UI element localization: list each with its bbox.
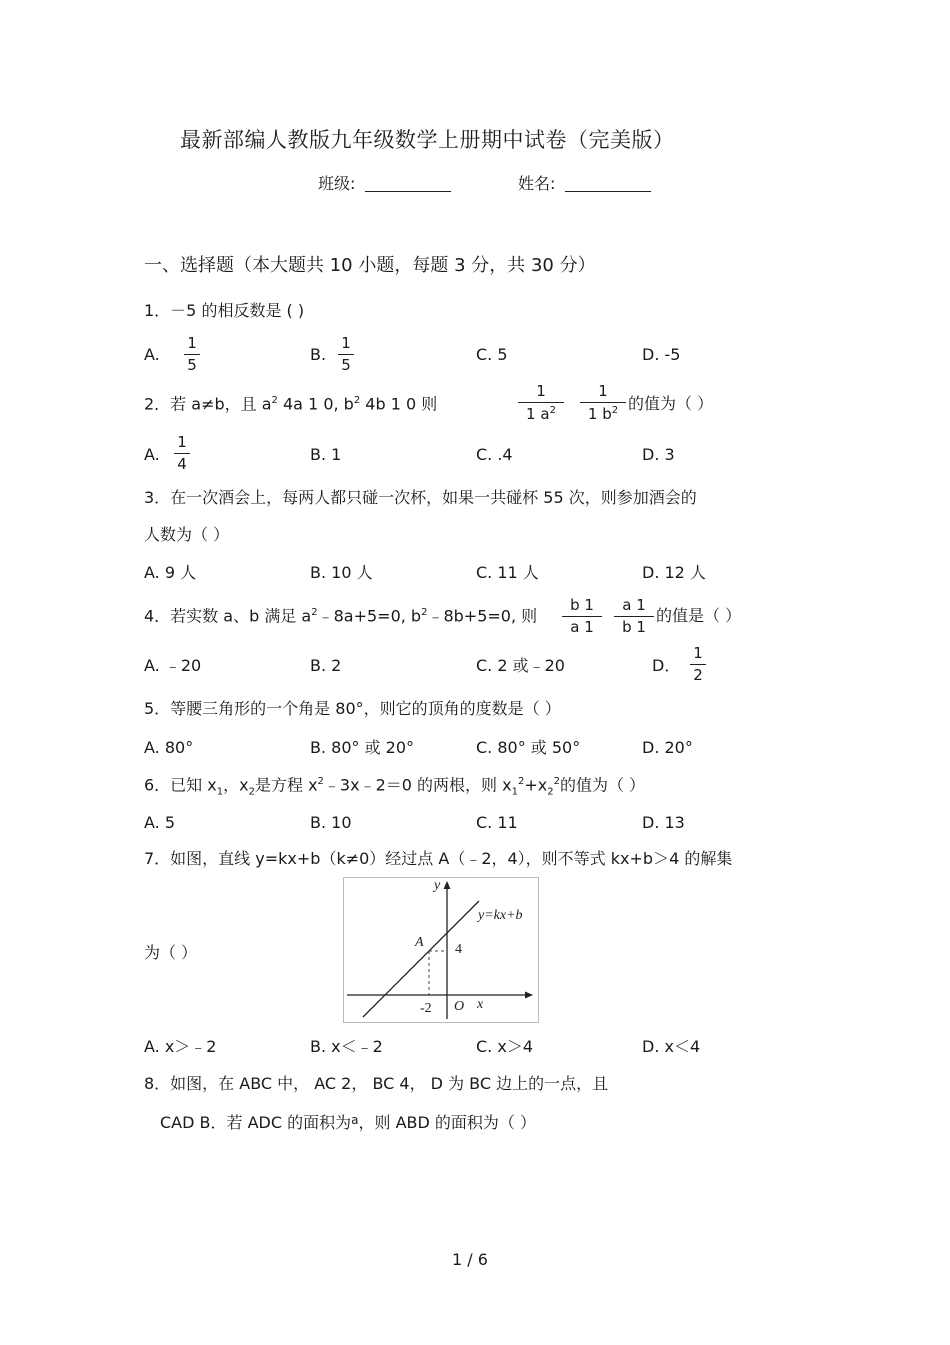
q2-frac2-numerator: 1 bbox=[598, 382, 608, 400]
q1-a-numerator: 1 bbox=[187, 334, 197, 352]
q1-a-denominator: 5 bbox=[187, 356, 197, 374]
q2-frac2-den-text: 1 b bbox=[587, 405, 612, 423]
q4-stem-end: 的值是（ ） bbox=[656, 606, 742, 625]
q1-option-d: D. -5 bbox=[642, 345, 681, 364]
q2-frac2-den-exp: 2 bbox=[611, 405, 619, 416]
q6-subscript: 2 bbox=[547, 786, 554, 798]
question-7-line-2: 为（ ） bbox=[144, 943, 198, 962]
q6-exponent: 2 bbox=[317, 776, 324, 787]
q4-fraction-1 bbox=[562, 598, 602, 635]
q2-option-b: B. 1 bbox=[310, 445, 342, 464]
question-3-line-1: 3．在一次酒会上，每两人都只碰一次杯，如果一共碰杯 55 次，则参加酒会的 bbox=[144, 488, 697, 507]
x-tick-label: -2 bbox=[420, 1001, 432, 1016]
page-number: 1 / 6 bbox=[452, 1250, 488, 1269]
q2-option-a-label: A. bbox=[144, 445, 160, 464]
question-5-stem: 5．等腰三角形的一个角是 80°，则它的顶角的度数是（ ） bbox=[144, 699, 561, 718]
class-blank[interactable] bbox=[365, 177, 451, 192]
name-label: 姓名: bbox=[518, 174, 556, 193]
q4-frac2-denominator: b 1 bbox=[622, 618, 646, 636]
q4-stem-part: 4．若实数 a、b 满足 a bbox=[144, 606, 312, 626]
q6-option-a: A. 5 bbox=[144, 813, 176, 832]
section-heading: 一、选择题（本大题共 10 小题，每题 3 分，共 30 分） bbox=[144, 255, 596, 276]
q4-option-b: B. 2 bbox=[310, 656, 342, 675]
q6-exponent: 2 bbox=[517, 776, 525, 787]
q8-line2-part: CAD B．若 ADC 的面积为 bbox=[160, 1113, 352, 1132]
q6-subscript: 1 bbox=[511, 786, 518, 798]
q5-option-b: B. 80° 或 20° bbox=[310, 738, 415, 757]
q4-d-numerator: 1 bbox=[693, 644, 703, 662]
question-7-stem: 7．如图，直线 y=kx+b（k≠0）经过点 A（﹣2，4），则不等式 kx+b＞4 的解集 bbox=[144, 849, 733, 868]
question-3-line-2: 人数为（ ） bbox=[144, 525, 230, 544]
q2-a-numerator: 1 bbox=[177, 433, 187, 451]
origin-label: O bbox=[454, 999, 465, 1014]
q6-subscript: 2 bbox=[248, 786, 255, 798]
line-label: y=kx+b bbox=[478, 908, 523, 923]
q1-b-numerator: 1 bbox=[341, 334, 351, 352]
q2-stem-part: 4a 1 0, b bbox=[277, 394, 354, 414]
q2-exponent: 2 bbox=[353, 395, 361, 406]
q5-option-c: C. 80° 或 50° bbox=[476, 738, 581, 757]
q3-option-c: C. 11 人 bbox=[476, 563, 539, 582]
q2-option-d: D. 3 bbox=[642, 445, 675, 464]
q1-option-a-fraction bbox=[184, 336, 200, 373]
q4-option-d-label: D． bbox=[652, 656, 681, 675]
q6-stem-part: 的值为（ ） bbox=[559, 775, 646, 795]
question-1-stem: 1．－5 的相反数是 ( ) bbox=[144, 301, 305, 320]
q6-stem-part: +x bbox=[524, 775, 548, 795]
x-axis-label: x bbox=[477, 997, 484, 1012]
q8-variable-a: a bbox=[351, 1113, 359, 1127]
q4-fraction-2 bbox=[614, 598, 654, 635]
q2-exponent: 2 bbox=[271, 395, 278, 406]
q7-option-c: C. x＞4 bbox=[476, 1037, 533, 1056]
q2-option-c: C. .4 bbox=[476, 445, 513, 464]
q5-option-a: A. 80° bbox=[144, 738, 194, 757]
q6-stem-part: 是方程 x bbox=[254, 775, 318, 795]
q2-stem-part: 2．若 a≠b，且 a bbox=[144, 394, 272, 414]
q5-option-d: D. 20° bbox=[642, 738, 693, 757]
q2-frac1-den-exp: 2 bbox=[549, 405, 556, 416]
point-a-label: A bbox=[415, 935, 424, 950]
q4-d-denominator: 2 bbox=[693, 666, 703, 684]
q4-frac2-numerator: a 1 bbox=[622, 596, 646, 614]
q4-option-c: C. 2 或﹣20 bbox=[476, 656, 565, 675]
q6-exponent: 2 bbox=[553, 776, 560, 787]
q2-frac2-denominator bbox=[580, 406, 626, 422]
q2-frac1-den-text: 1 a bbox=[526, 405, 550, 423]
question-8-line-2 bbox=[160, 1114, 536, 1131]
q2-a-denominator: 4 bbox=[177, 455, 187, 473]
q1-option-b-label: B. bbox=[310, 345, 327, 364]
name-field bbox=[518, 176, 651, 192]
figure-frame bbox=[344, 878, 539, 1023]
q4-frac1-denominator: a 1 bbox=[570, 618, 594, 636]
q7-graph-figure bbox=[343, 877, 539, 1023]
q6-option-c: C. 11 bbox=[476, 813, 518, 832]
q2-fraction-2 bbox=[580, 384, 626, 422]
q6-subscript: 1 bbox=[216, 786, 224, 798]
y-tick-label: 4 bbox=[455, 942, 462, 957]
q1-b-denominator: 5 bbox=[341, 356, 351, 374]
question-2-stem bbox=[144, 396, 437, 412]
name-blank[interactable] bbox=[565, 177, 651, 192]
q4-option-a: A. ﹣20 bbox=[144, 656, 202, 675]
class-field bbox=[318, 176, 451, 192]
q7-option-a: A. x＞﹣2 bbox=[144, 1037, 217, 1056]
q6-option-d: D. 13 bbox=[642, 813, 685, 832]
page-title: 最新部编人教版九年级数学上册期中试卷（完美版） bbox=[180, 128, 675, 152]
q4-exponent: 2 bbox=[311, 607, 318, 618]
q6-option-b: B. 10 bbox=[310, 813, 352, 832]
question-4-stem bbox=[144, 608, 537, 624]
q3-option-d: D. 12 人 bbox=[642, 563, 706, 582]
q2-frac1-numerator: 1 bbox=[536, 382, 546, 400]
class-label: 班级: bbox=[318, 174, 356, 193]
q1-option-c: C. 5 bbox=[476, 345, 508, 364]
q6-stem-part: ﹣3x﹣2＝0 的两根，则 x bbox=[323, 775, 512, 795]
q4-option-d-fraction bbox=[690, 646, 706, 683]
q7-option-b: B. x＜﹣2 bbox=[310, 1037, 383, 1056]
q2-fraction-1 bbox=[518, 384, 564, 422]
q4-stem-part: ﹣8b+5=0, 则 bbox=[427, 606, 538, 626]
q6-stem-part: ，x bbox=[223, 775, 249, 795]
q1-option-a-label: A. bbox=[144, 345, 160, 364]
y-axis-label: y bbox=[434, 878, 441, 893]
q2-stem-end: 的值为（ ） bbox=[628, 394, 714, 413]
q2-option-a-fraction bbox=[174, 435, 190, 472]
q7-option-d: D. x＜4 bbox=[642, 1037, 701, 1056]
q2-stem-part: 4b 1 0 则 bbox=[360, 394, 438, 414]
q4-stem-part: ﹣8a+5=0, b bbox=[317, 606, 422, 626]
q8-line2-part: ，则 ABD 的面积为（ ） bbox=[358, 1113, 536, 1132]
question-8-line-1: 8．如图，在 ABC 中， AC 2， BC 4， D 为 BC 边上的一点，且 bbox=[144, 1074, 609, 1093]
question-6-stem bbox=[144, 777, 645, 798]
q4-frac1-numerator: b 1 bbox=[570, 596, 594, 614]
q3-option-a: A. 9 人 bbox=[144, 563, 197, 582]
q3-option-b: B. 10 人 bbox=[310, 563, 373, 582]
q1-option-b-fraction bbox=[338, 336, 354, 373]
q2-frac1-denominator bbox=[518, 406, 564, 422]
q6-stem-part: 6．已知 x bbox=[144, 775, 217, 795]
q4-exponent: 2 bbox=[421, 607, 428, 618]
